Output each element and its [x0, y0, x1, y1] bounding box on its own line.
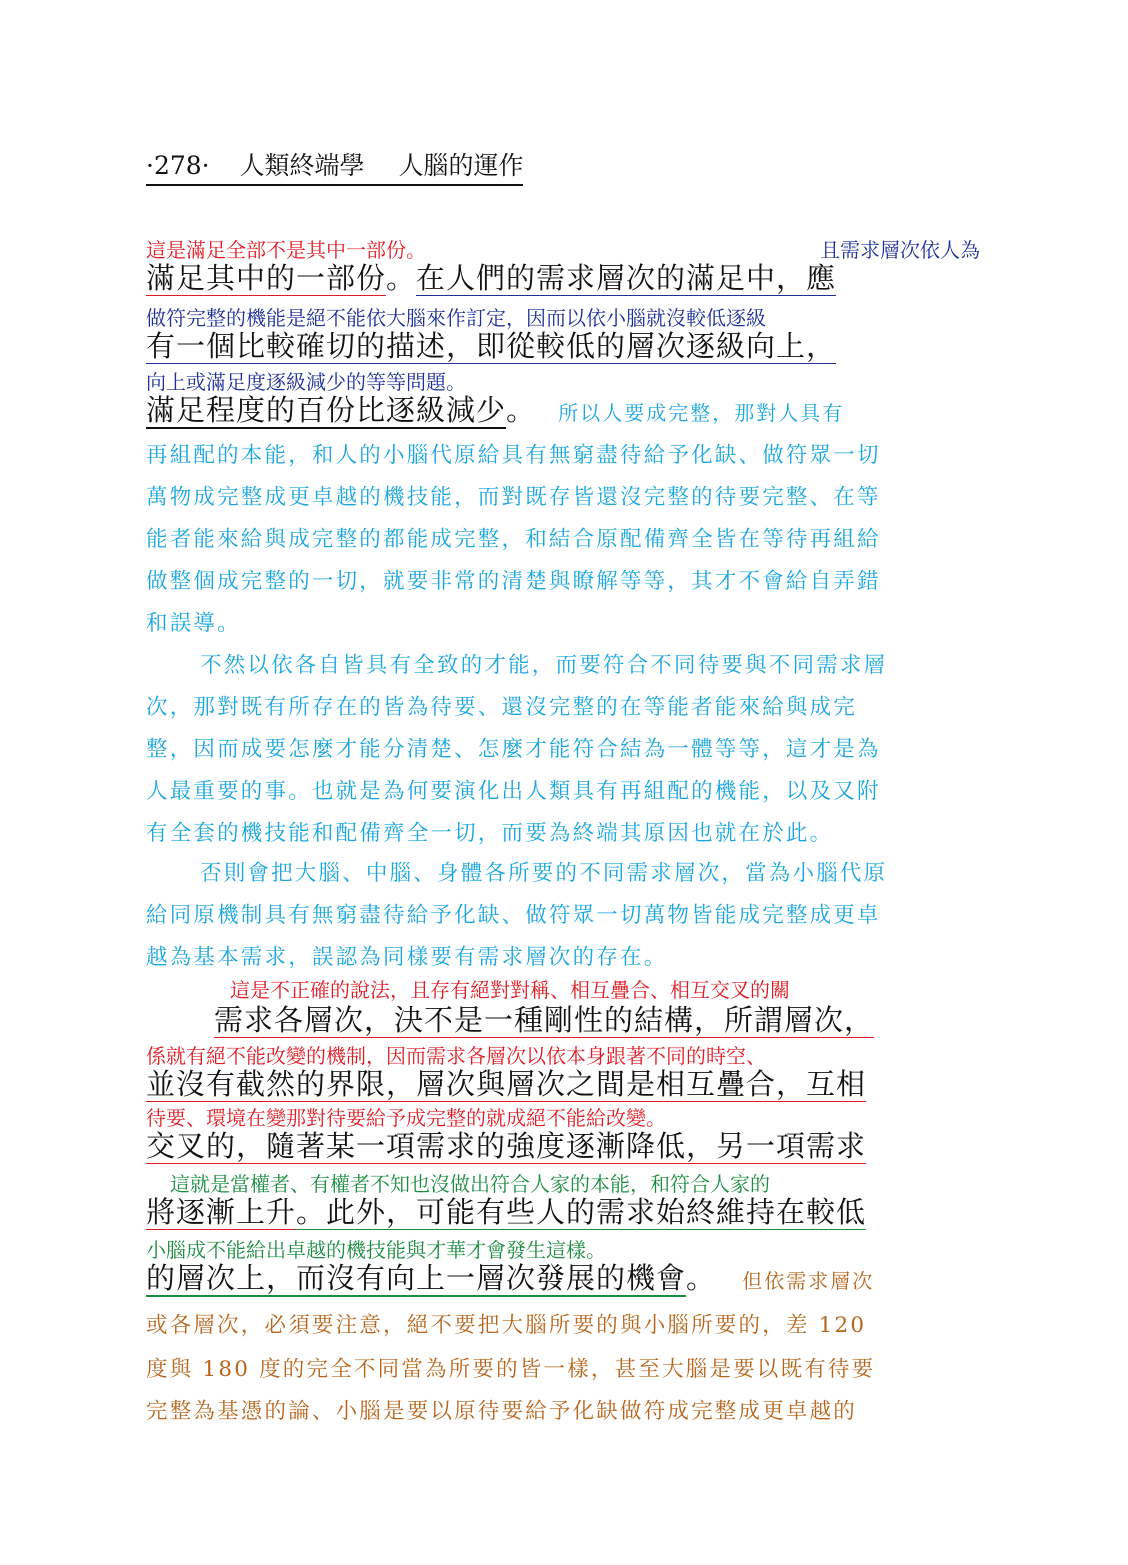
book-title: 人類終端學 [239, 151, 365, 180]
commentary-line: 不然以依各自皆具有全致的才能，而要符合不同待要與不同需求層 [200, 653, 888, 678]
annotation-green: 小腦成不能給出卓越的機技能與才華才會發生這樣。 [146, 1238, 606, 1262]
annotation-red: 這是滿足全部不是其中一部份。 [146, 238, 426, 262]
commentary-line: 完整為基憑的論、小腦是要以原待要給予化缺做符成完整成更卓越的 [146, 1399, 858, 1424]
book-text-line: 有一個比較確切的描述，即從較低的層次逐級向上， [146, 329, 837, 363]
commentary-line: 能者能來給與成完整的都能成完整，和結合原配備齊全皆在等待再組給 [146, 527, 881, 552]
commentary-line: 給同原機制具有無窮盡待給予化缺、做符眾一切萬物皆能成完整成更卓 [146, 903, 881, 928]
commentary-line: 度與 180 度的完全不同當為所要的皆一樣，甚至大腦是要以既有待要 [146, 1357, 876, 1382]
book-text-line: 滿足程度的百份比逐級減少。 所以人要成完整，那對人具有 [146, 393, 845, 427]
annotation-green: 這就是當權者、有權者不知也沒做出符合人家的本能，和符合人家的 [170, 1172, 770, 1196]
annotation-red: 係就有絕不能改變的機制，因而需求各層次以依本身跟著不同的時空、 [146, 1044, 766, 1068]
annotation-red: 這是不正確的說法，且存有絕對對稱、相互疊合、相互交叉的關 [230, 978, 790, 1002]
book-text-line: 將逐漸上升。此外，可能有些人的需求始終維持在較低 [146, 1195, 867, 1229]
commentary-line: 次，那對既有所存在的皆為待要、還沒完整的在等能者能來給與成完 [146, 695, 858, 720]
book-text-line: 需求各層次，決不是一種剛性的結構，所謂層次， [214, 1003, 875, 1037]
commentary-line: 和誤導。 [146, 611, 241, 636]
annotation-navy: 向上或滿足度逐級減少的等等問題。 [146, 370, 466, 394]
commentary-line: 越為基本需求，誤認為同樣要有需求層次的存在。 [146, 945, 668, 970]
annotation-navy: 做符完整的機能是絕不能依大腦來作訂定，因而以依小腦就沒較低逐級 [146, 306, 766, 330]
commentary-line: 再組配的本能，和人的小腦代原給具有無窮盡待給予化缺、做符眾一切 [146, 443, 881, 468]
running-header [146, 146, 523, 186]
chapter-title: 人腦的運作 [398, 151, 524, 180]
commentary-line: 有全套的機技能和配備齊全一切，而要為終端其原因也就在於此。 [146, 821, 834, 846]
commentary-line: 做整個成完整的一切，就要非常的清楚與瞭解等等，其才不會給自弄錯 [146, 569, 881, 594]
commentary-line: 否則會把大腦、中腦、身體各所要的不同需求層次，當為小腦代原 [200, 861, 888, 886]
annotation-red: 待要、環境在變那對待要給予成完整的就成絕不能給改變。 [146, 1106, 666, 1130]
commentary-line: 萬物成完整成更卓越的機技能，而對既存皆還沒完整的待要完整、在等 [146, 485, 881, 510]
book-text-line: 滿足其中的一部份。在人們的需求層次的滿足中，應 [146, 261, 837, 295]
book-text-line: 的層次上，而沒有向上一層次發展的機會。 但依需求層次 [146, 1261, 875, 1295]
commentary-line: 或各層次，必須要注意，絕不要把大腦所要的與小腦所要的，差 120 [146, 1313, 867, 1338]
page-number: ·278· [146, 151, 210, 180]
commentary-line: 人最重要的事。也就是為何要演化出人類具有再組配的機能，以及又附 [146, 779, 881, 804]
book-text-line: 並沒有截然的界限，層次與層次之間是相互疊合，互相 [146, 1067, 867, 1101]
book-text-line: 交叉的，隨著某一項需求的強度逐漸降低，另一項需求 [146, 1129, 867, 1163]
annotation-navy: 且需求層次依人為 [820, 238, 980, 262]
commentary-line: 整，因而成要怎麼才能分清楚、怎麼才能符合結為一體等等，這才是為 [146, 737, 881, 762]
